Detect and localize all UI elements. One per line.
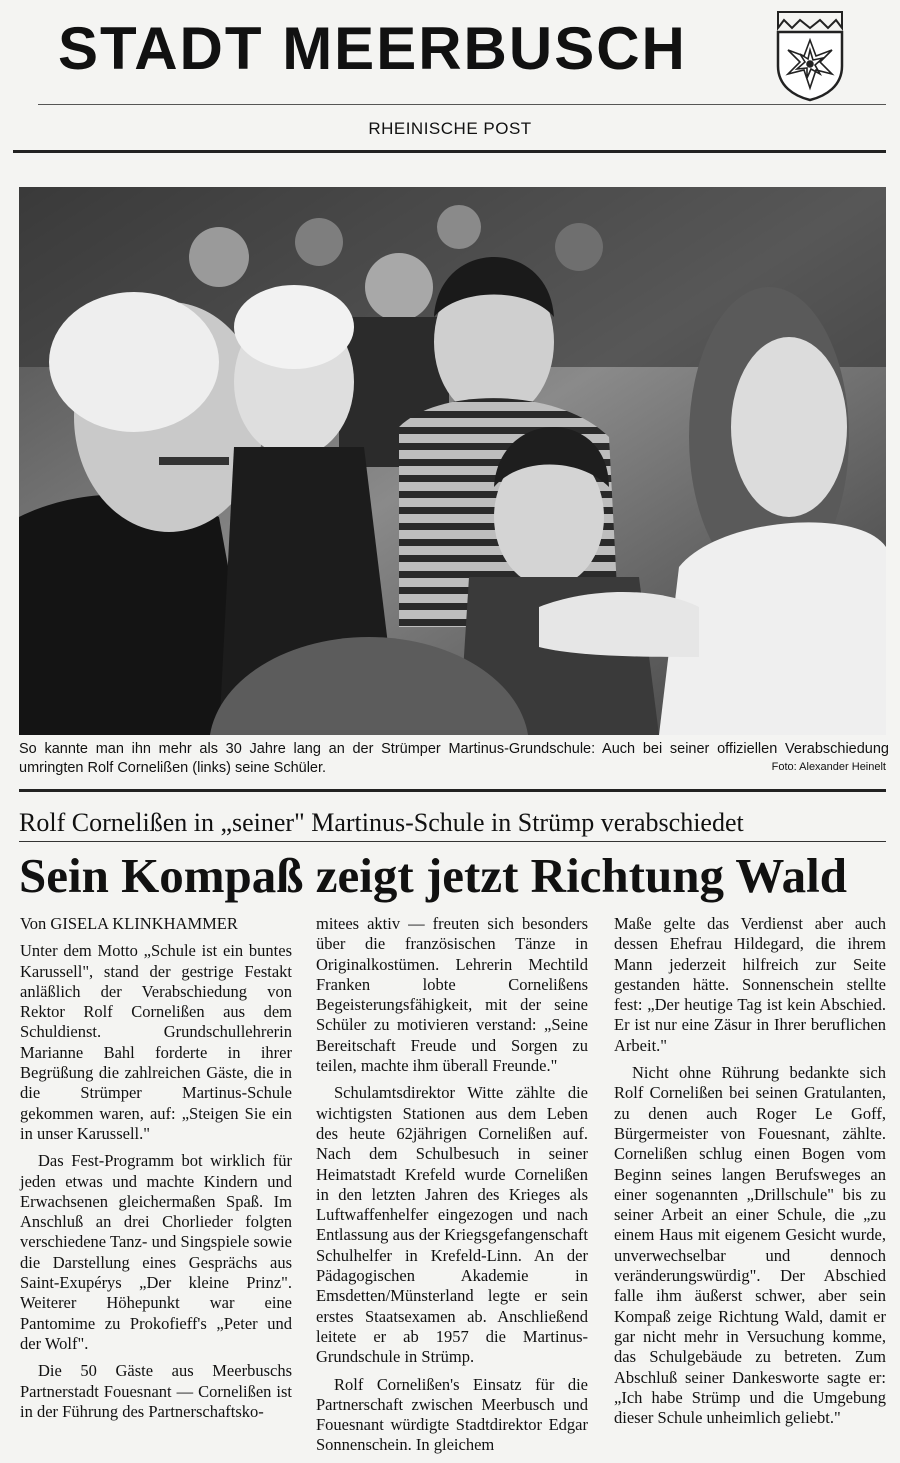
photo-caption: So kannte man ihn mehr als 30 Jahre lang an der Strümper Martinus-Grundschule: Auch bei seiner offiziellen Verabschiedung umringten Rolf Cornelißen (links) seine Schüler.	[19, 741, 889, 776]
masthead-divider	[38, 104, 886, 105]
article-column-3	[614, 914, 886, 1435]
article-paragraph: Maße gelte das Verdienst aber auch dessen Ehefrau Hildegard, die ihrem Mann jederzeit hilfreich zur Seite gestanden hätte. Sonnenschein stellte fest: „Der heutige Tag ist kein Abschied. Er ist nur eine Zäsur in Ihrer beruflichen Arbeit."	[614, 914, 886, 1055]
newspaper-rule	[13, 150, 886, 153]
meerbusch-coat-of-arms-icon	[770, 6, 850, 102]
article-column-1	[20, 914, 292, 1429]
article-headline: Sein Kompaß zeigt jetzt Richtung Wald	[19, 848, 848, 903]
masthead-title: STADT MEERBUSCH	[58, 15, 687, 82]
article-paragraph: Unter dem Motto „Schule ist ein buntes Karussell", stand der gestrige Festakt anläßlich der Verabschiedung von Rektor Rolf Cornelißen aus dem Schuldienst. Grundschullehrerin Marianne Bahl forderte in ihrer Begrüßung die zahlreichen Gäste, die in die Strümper Martinus-Schule gekommen waren, auf: „Steigen Sie ein in unser Karussell."	[20, 941, 292, 1143]
article-column-2	[316, 914, 588, 1463]
article-paragraph: Rolf Cornelißen's Einsatz für die Partnerschaft zwischen Meerbusch und Fouesnant würdigte Stadtdirektor Edgar Sonnenschein. In gleichem	[316, 1374, 588, 1455]
article-paragraph: Das Fest-Programm bot wirklich für jeden etwas und machte Kindern und Erwachsenen gleichermaßen Spaß. Im Anschluß an drei Chorlieder folgten verschiedene Tanz- und Singspiele sowie die Darstellung eines Gesprächs aus Saint-Exupérys „Der kleine Prinz". Weiterer Höhepunkt war eine Pantomime zu Prokofieff's „Peter und der Wolf".	[20, 1151, 292, 1353]
article-photo	[19, 187, 886, 735]
kicker-rule	[19, 841, 886, 842]
photo-credit: Foto: Alexander Heinelt	[771, 761, 886, 773]
masthead	[0, 0, 900, 108]
headline-rule	[19, 789, 886, 792]
newspaper-name: RHEINISCHE POST	[368, 119, 532, 138]
article-kicker: Rolf Cornelißen in „seiner" Martinus-Schule in Strümp verabschiedet	[19, 808, 744, 837]
article-paragraph: mitees aktiv — freuten sich besonders über die französischen Tänze in Originalkostümen. Lehrerin Mechtild Franken lobte Cornelißens Begeisterungsfähigkeit, mit der seine Schüler zu motivieren verstand: „Seine Bereitschaft Freude und Sorgen zu teilen, machte ihm überall Freunde."	[316, 914, 588, 1076]
article-paragraph: Nicht ohne Rührung bedankte sich Rolf Cornelißen bei seinen Gratulanten, zu denen auch Roger Le Goff, Bürgermeister von Fouesnant, zählte. Cornelißen schlug einen Bogen vom Beginn seines langen Berufsweges an einer sogenannten „Drillschule" bis zu seiner Arbeit an einer Schule, die „zu einem Haus mit eigenem Gesicht wurde, unverwechselbar und dennoch veränderungswürdig". Der Abschied falle ihm äußerst schwer, aber sein Kompaß zeige Richtung Wald, damit er gar nicht mehr in Versuchung komme, das Schulgebäude zu betreten. Zum Abschluß seiner Dankesworte sagte er: „Ich habe Strümp und die Umgebung dieser Schule unheimlich geliebt."	[614, 1063, 886, 1428]
article-paragraph: Schulamtsdirektor Witte zählte die wichtigsten Stationen aus dem Leben des heute 62jährigen Cornelißen auf. Nach dem Schulbesuch in seiner Heimatstadt Krefeld wurde Cornelißen in den letzten Jahren des Krieges als Luftwaffenhelfer eingezogen und nach Entlassung aus der Kriegsgefangenschaft Schulhelfer in Krefeld-Linn. An der Pädagogischen Akademie in Emsdetten/Münsterland legte er sein erstes Staatsexamen ab. Anschließend leitete er ab 1957 die Martinus-Grundschule in Strümp.	[316, 1083, 588, 1367]
article-paragraph: Die 50 Gäste aus Meerbuschs Partnerstadt Fouesnant — Cornelißen ist in der Führung des Partnerschaftsko-	[20, 1361, 292, 1421]
article-byline: Von GISELA KLINKHAMMER	[20, 914, 238, 933]
